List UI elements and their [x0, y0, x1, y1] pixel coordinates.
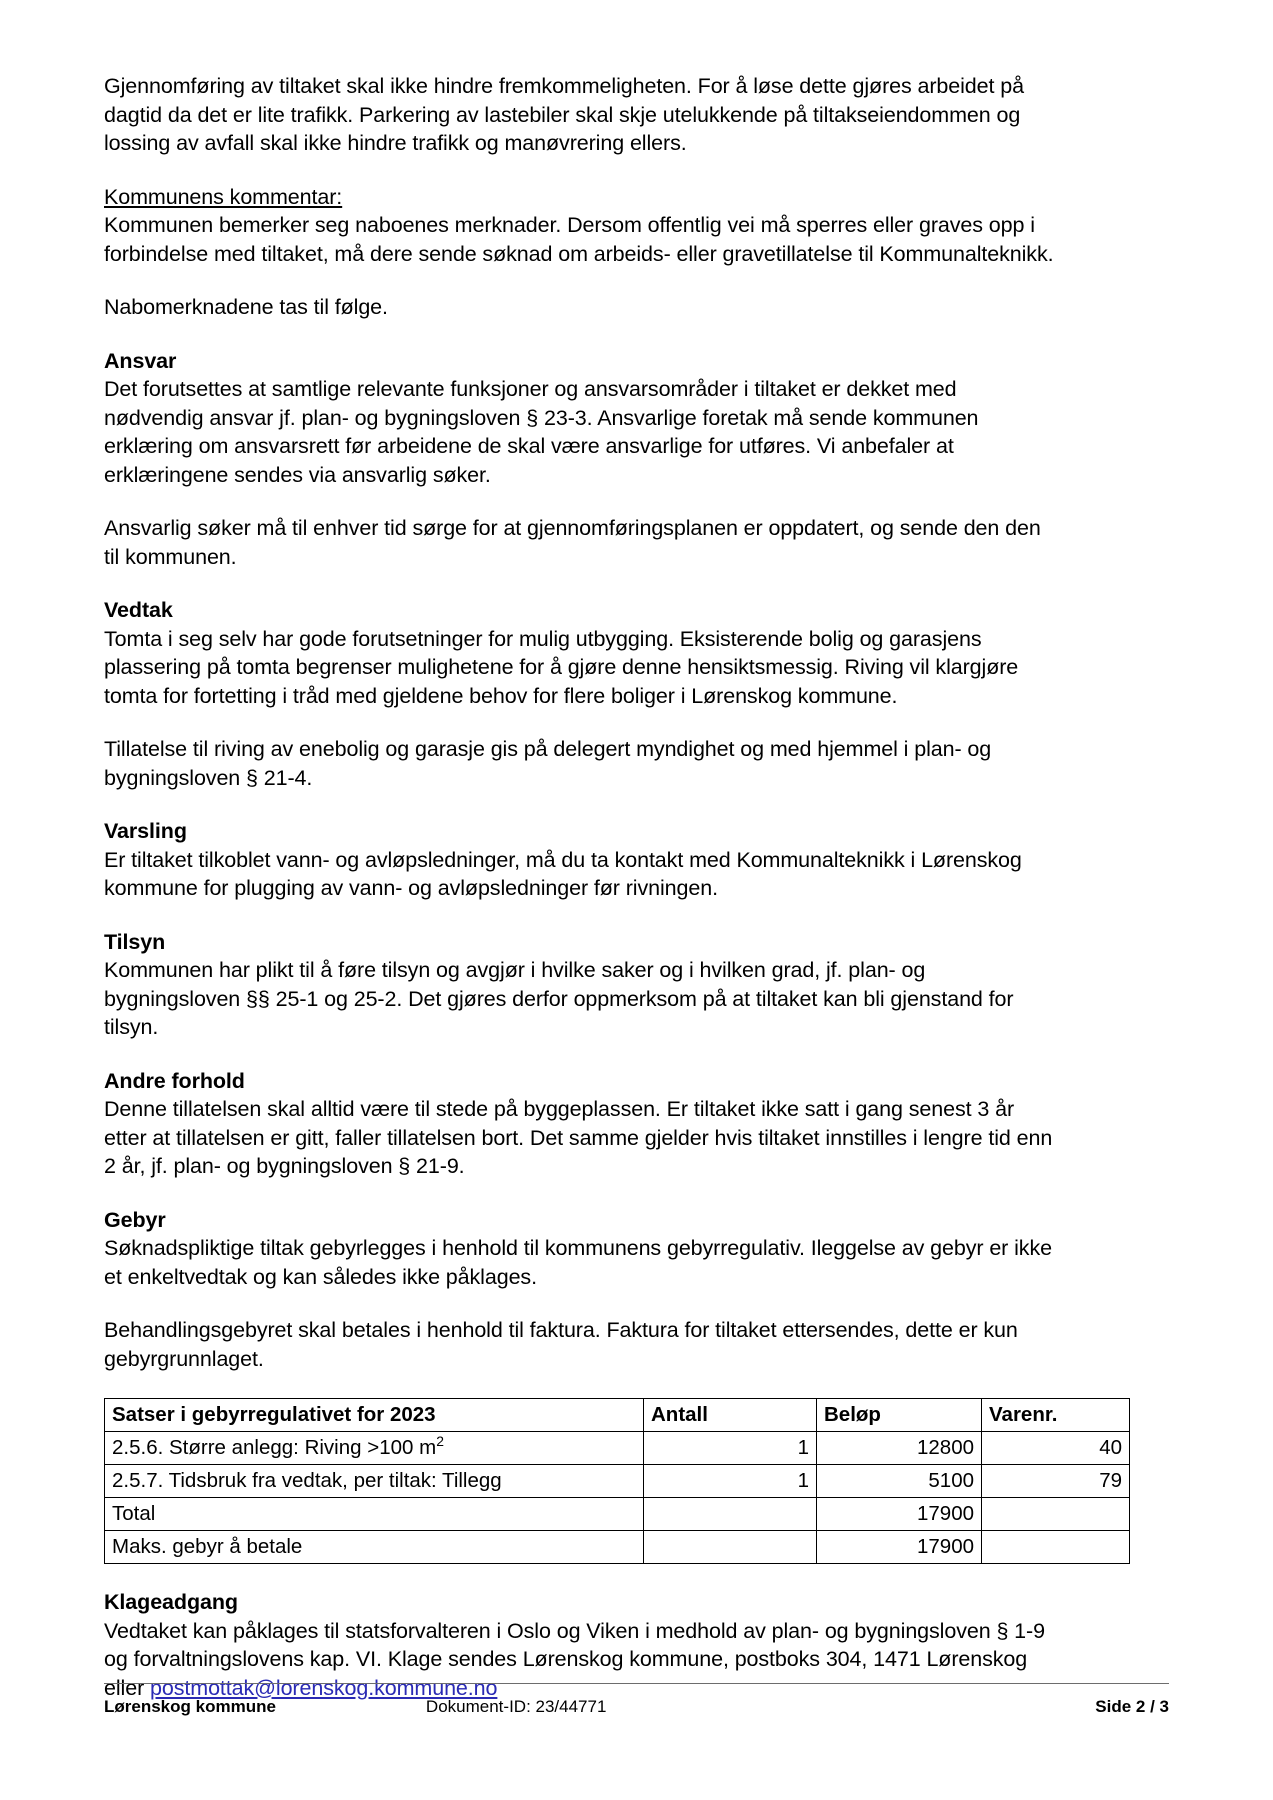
intro-paragraph: Gjennomføring av tiltaket skal ikke hindre fremkommeligheten. For å løse dette gjøres arbeidet på dagtid da det er lite trafikk. Parkering av lastebiler skal skje utelukkende på tiltakseiendommen og lossing av avfall skal ikke hindre trafikk og manøvrering ellers. — [104, 74, 1024, 155]
cell-description-exponent: 2 — [436, 1433, 444, 1450]
cell-description-text: 2.5.6. Større anlegg: Riving >100 m — [112, 1436, 437, 1459]
section-heading-vedtak: Vedtak — [104, 598, 173, 622]
section-paragraph-ansvar-1: Det forutsettes at samtlige relevante funksjoner og ansvarsområder i tiltaket er dekket med nødvendig ansvar jf. plan- og bygningsloven § 23-3. Ansvarlige foretak må sende kommunen erklæring om ansvarsrett før arbeidene de skal være ansvarlige for utføres. Vi anbefaler at erklæringene sendes via ansvarlig søker. — [104, 377, 979, 487]
cell-description — [105, 1432, 644, 1465]
cell-antall: 1 — [644, 1465, 817, 1498]
cell-description-text: Maks. gebyr å betale — [112, 1535, 303, 1558]
cell-description — [105, 1498, 644, 1531]
footer-divider — [104, 1683, 1169, 1684]
fee-table-body — [105, 1432, 1130, 1564]
kommunens-kommentar-label — [104, 183, 1056, 212]
column-header-antall: Antall — [644, 1399, 817, 1432]
cell-varenr: 79 — [982, 1465, 1130, 1498]
section-paragraph-andre-forhold-1: Denne tillatelsen skal alltid være til stede på byggeplassen. Er tiltaket ikke satt i gang senest 3 år etter at tillatelsen er gitt, faller tillatelsen bort. Det samme gjelder hvis tiltaket innstilles i lengre tid enn 2 år, jf. plan- og bygningsloven § 21-9. — [104, 1097, 1053, 1178]
section-paragraph-gebyr-2: Behandlingsgebyret skal betales i henhold til faktura. Faktura for tiltaket ettersendes, dette er kun gebyrgrunnlaget. — [104, 1318, 1018, 1371]
table-row — [105, 1432, 1130, 1465]
cell-description — [105, 1465, 644, 1498]
section-heading-varsling: Varsling — [104, 819, 187, 843]
cell-antall — [644, 1498, 817, 1531]
cell-description — [105, 1531, 644, 1564]
cell-description-text: Total — [112, 1502, 156, 1525]
cell-antall — [644, 1531, 817, 1564]
document-body — [104, 72, 1122, 1702]
section-paragraph-varsling-1: Er tiltaket tilkoblet vann- og avløpsledninger, må du ta kontakt med Kommunalteknikk i Lørenskog kommune for plugging av vann- og avløpsledninger før rivningen. — [104, 847, 1022, 900]
column-header-varenr: Varenr. — [982, 1399, 1130, 1432]
cell-belop: 5100 — [817, 1465, 982, 1498]
cell-description-text: 2.5.7. Tidsbruk fra vedtak, per tiltak: Tillegg — [112, 1469, 502, 1492]
column-header-belop: Beløp — [817, 1399, 982, 1432]
table-header-row — [105, 1399, 1130, 1432]
section-heading-klageadgang: Klageadgang — [104, 1590, 238, 1614]
cell-varenr — [982, 1498, 1130, 1531]
cell-varenr: 40 — [982, 1432, 1130, 1465]
kommunens-kommentar-label-text: Kommunens kommentar: — [104, 184, 343, 209]
table-row — [105, 1498, 1130, 1531]
footer-row — [104, 1696, 1169, 1718]
section-heading-andre-forhold: Andre forhold — [104, 1068, 245, 1093]
fee-table-head — [105, 1399, 1130, 1432]
section-paragraph-gebyr-1: Søknadspliktige tiltak gebyrlegges i henhold til kommunens gebyrregulativ. Ileggelse av gebyr er ikke et enkeltvedtak og kan således ikke påklages. — [104, 1236, 1052, 1289]
fee-table — [104, 1398, 1130, 1564]
section-paragraph-vedtak-2: Tillatelse til riving av enebolig og garasje gis på delegert myndighet og med hjemmel i plan- og bygningsloven § 21-4. — [104, 737, 992, 790]
cell-belop: 12800 — [817, 1432, 982, 1465]
section-heading-ansvar: Ansvar — [104, 348, 177, 373]
table-row — [105, 1531, 1130, 1564]
kommunens-kommentar-paragraph: Kommunen bemerker seg naboenes merknader. Dersom offentlig vei må sperres eller graves opp i forbindelse med tiltaket, må dere sende søknad om arbeids- eller gravetillatelse til Kommunalteknikk. — [104, 213, 1054, 266]
column-header-description: Satser i gebyrregulativet for 2023 — [105, 1399, 644, 1432]
cell-antall: 1 — [644, 1432, 817, 1465]
cell-belop: 17900 — [817, 1531, 982, 1564]
footer-page-number: Side 2 / 3 — [1095, 1697, 1169, 1716]
section-paragraph-vedtak-1: Tomta i seg selv har gode forutsetninger for mulig utbygging. Eksisterende bolig og garasjens plassering på tomta begrenser mulighetene for å gjøre denne hensiktsmessig. Riving vil klargjøre tomta for fortetting i tråd med gjeldene behov for flere boliger i Lørenskog kommune. — [104, 626, 1019, 708]
cell-belop: 17900 — [817, 1498, 982, 1531]
cell-varenr — [982, 1531, 1130, 1564]
footer-organization: Lørenskog kommune — [104, 1697, 276, 1716]
nabomerknader-paragraph: Nabomerknadene tas til følge. — [104, 295, 388, 319]
table-bottom-spacer — [104, 1564, 1056, 1588]
section-paragraph-tilsyn-1: Kommunen har plikt til å føre tilsyn og avgjør i hvilke saker og i hvilken grad, jf. plan- og bygningsloven §§ 25-1 og 25-2. Det gjøres derfor oppmerksom på at tiltaket kan bli gjenstand for tilsyn. — [104, 958, 1014, 1039]
section-heading-gebyr: Gebyr — [104, 1207, 166, 1232]
section-paragraph-ansvar-2: Ansvarlig søker må til enhver tid sørge for at gjennomføringsplanen er oppdatert, og sende den den til kommunen. — [104, 516, 1041, 569]
section-heading-tilsyn: Tilsyn — [104, 929, 166, 954]
postmottak-email-link[interactable]: postmottak@lorenskog.kommune.no — [150, 1675, 498, 1700]
table-row — [105, 1465, 1130, 1498]
klageadgang-text: Vedtaket kan påklages til statsforvalteren i Oslo og Viken i medhold av plan- og bygningsloven § 1-9 og forvaltningslovens kap. VI. Klage sendes Lørenskog kommune, postboks 304, 1471 Lørenskog eller — [104, 1618, 1045, 1700]
footer-document-id: Dokument-ID: 23/44771 — [425, 1697, 607, 1716]
page-footer — [104, 1683, 1169, 1718]
